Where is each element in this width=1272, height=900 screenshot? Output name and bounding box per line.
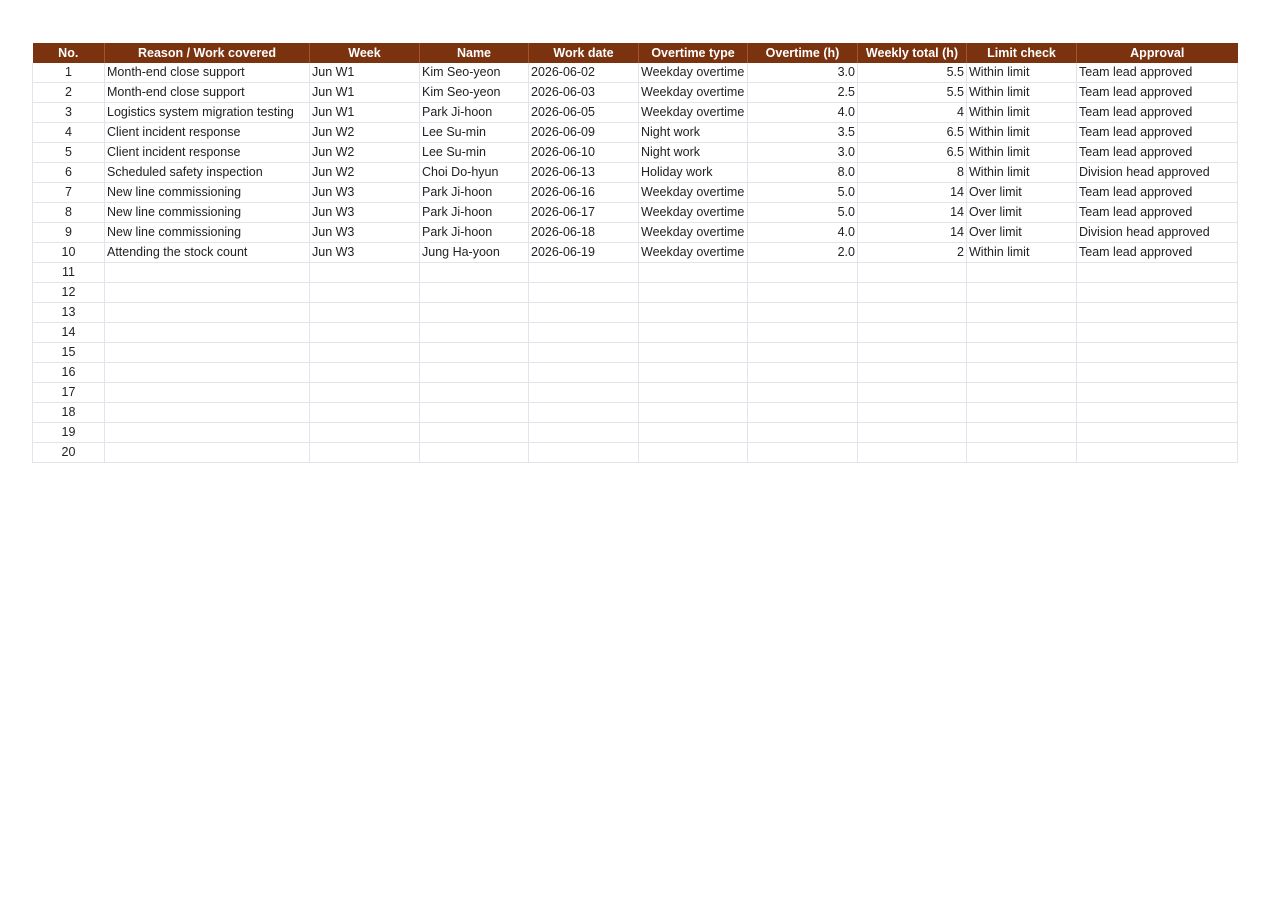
cell-no[interactable]: 9 (33, 223, 105, 243)
table-row (33, 283, 1238, 303)
cell-no[interactable]: 20 (33, 443, 105, 463)
cell-overtime-hours[interactable] (748, 383, 858, 403)
cell-name[interactable]: Choi Do-hyun (420, 163, 529, 183)
header-weekly-total[interactable]: Weekly total (h) (858, 43, 967, 63)
cell-work-date[interactable] (529, 383, 639, 403)
cell-week[interactable]: Jun W3 (310, 243, 420, 263)
cell-overtime-hours[interactable]: 8.0 (748, 163, 858, 183)
cell-overtime-type[interactable]: Holiday work (639, 163, 748, 183)
cell-limit-check[interactable]: Over limit (967, 223, 1077, 243)
table-row (33, 203, 1238, 223)
cell-limit-check[interactable] (967, 443, 1077, 463)
cell-approval[interactable]: Team lead approved (1077, 103, 1238, 123)
cell-overtime-hours[interactable] (748, 403, 858, 423)
cell-limit-check[interactable] (967, 423, 1077, 443)
cell-overtime-hours[interactable] (748, 423, 858, 443)
cell-week[interactable]: Jun W1 (310, 103, 420, 123)
cell-weekly-total[interactable]: 4 (858, 103, 967, 123)
cell-reason[interactable]: Month-end close support (105, 83, 310, 103)
cell-weekly-total[interactable]: 6.5 (858, 123, 967, 143)
cell-work-date[interactable]: 2026-06-03 (529, 83, 639, 103)
cell-weekly-total[interactable]: 14 (858, 203, 967, 223)
cell-overtime-type[interactable]: Night work (639, 143, 748, 163)
cell-overtime-type[interactable]: Weekday overtime (639, 203, 748, 223)
table-row (33, 423, 1238, 443)
cell-approval[interactable] (1077, 303, 1238, 323)
cell-limit-check[interactable] (967, 403, 1077, 423)
cell-no[interactable]: 15 (33, 343, 105, 363)
header-approval[interactable]: Approval (1077, 43, 1238, 63)
cell-reason[interactable]: New line commissioning (105, 223, 310, 243)
cell-work-date[interactable]: 2026-06-09 (529, 123, 639, 143)
cell-work-date[interactable]: 2026-06-05 (529, 103, 639, 123)
cell-overtime-hours[interactable]: 4.0 (748, 223, 858, 243)
cell-approval[interactable]: Division head approved (1077, 163, 1238, 183)
cell-overtime-type[interactable]: Weekday overtime (639, 223, 748, 243)
cell-limit-check[interactable]: Within limit (967, 103, 1077, 123)
cell-overtime-type[interactable]: Night work (639, 123, 748, 143)
cell-limit-check[interactable]: Within limit (967, 163, 1077, 183)
cell-no[interactable]: 14 (33, 323, 105, 343)
table-row (33, 303, 1238, 323)
cell-work-date[interactable] (529, 283, 639, 303)
cell-name[interactable]: Park Ji-hoon (420, 103, 529, 123)
cell-work-date[interactable] (529, 363, 639, 383)
table-row (33, 103, 1238, 123)
cell-approval[interactable]: Team lead approved (1077, 243, 1238, 263)
table-row (33, 63, 1238, 83)
header-name[interactable]: Name (420, 43, 529, 63)
cell-limit-check[interactable]: Within limit (967, 243, 1077, 263)
cell-work-date[interactable]: 2026-06-19 (529, 243, 639, 263)
cell-no[interactable]: 4 (33, 123, 105, 143)
cell-overtime-hours[interactable] (748, 303, 858, 323)
cell-limit-check[interactable]: Over limit (967, 183, 1077, 203)
header-limit-check[interactable]: Limit check (967, 43, 1077, 63)
table-row (33, 183, 1238, 203)
cell-overtime-type[interactable] (639, 383, 748, 403)
cell-reason[interactable]: Client incident response (105, 123, 310, 143)
cell-overtime-hours[interactable]: 2.0 (748, 243, 858, 263)
table-row (33, 143, 1238, 163)
cell-name[interactable] (420, 403, 529, 423)
cell-work-date[interactable]: 2026-06-18 (529, 223, 639, 243)
cell-no[interactable]: 16 (33, 363, 105, 383)
cell-no[interactable]: 11 (33, 263, 105, 283)
cell-work-date[interactable] (529, 263, 639, 283)
cell-overtime-type[interactable]: Weekday overtime (639, 243, 748, 263)
table-row (33, 243, 1238, 263)
cell-overtime-hours[interactable]: 3.0 (748, 143, 858, 163)
cell-overtime-type[interactable] (639, 403, 748, 423)
cell-week[interactable]: Jun W2 (310, 123, 420, 143)
cell-work-date[interactable] (529, 343, 639, 363)
cell-name[interactable] (420, 363, 529, 383)
cell-overtime-type[interactable] (639, 363, 748, 383)
cell-work-date[interactable] (529, 423, 639, 443)
cell-limit-check[interactable] (967, 323, 1077, 343)
cell-overtime-hours[interactable]: 3.5 (748, 123, 858, 143)
cell-reason[interactable]: New line commissioning (105, 203, 310, 223)
cell-no[interactable]: 5 (33, 143, 105, 163)
cell-week[interactable] (310, 303, 420, 323)
table-body (33, 63, 1238, 463)
cell-reason[interactable] (105, 383, 310, 403)
cell-name[interactable]: Jung Ha-yoon (420, 243, 529, 263)
cell-overtime-hours[interactable]: 3.0 (748, 63, 858, 83)
cell-overtime-type[interactable] (639, 323, 748, 343)
table-row (33, 83, 1238, 103)
cell-week[interactable]: Jun W3 (310, 183, 420, 203)
cell-week[interactable] (310, 323, 420, 343)
cell-reason[interactable]: Attending the stock count (105, 243, 310, 263)
cell-weekly-total[interactable] (858, 303, 967, 323)
cell-no[interactable]: 18 (33, 403, 105, 423)
cell-week[interactable] (310, 423, 420, 443)
cell-approval[interactable]: Team lead approved (1077, 63, 1238, 83)
cell-work-date[interactable] (529, 403, 639, 423)
cell-limit-check[interactable] (967, 383, 1077, 403)
cell-work-date[interactable]: 2026-06-16 (529, 183, 639, 203)
cell-reason[interactable]: Scheduled safety inspection (105, 163, 310, 183)
cell-limit-check[interactable]: Over limit (967, 203, 1077, 223)
cell-overtime-type[interactable]: Weekday overtime (639, 103, 748, 123)
cell-weekly-total[interactable]: 5.5 (858, 83, 967, 103)
header-no[interactable]: No. (33, 43, 105, 63)
cell-weekly-total[interactable] (858, 363, 967, 383)
cell-week[interactable]: Jun W2 (310, 163, 420, 183)
cell-no[interactable]: 2 (33, 83, 105, 103)
cell-name[interactable] (420, 343, 529, 363)
cell-name[interactable] (420, 303, 529, 323)
cell-reason[interactable] (105, 363, 310, 383)
cell-week[interactable]: Jun W3 (310, 203, 420, 223)
header-overtime-type[interactable]: Overtime type (639, 43, 748, 63)
cell-week[interactable]: Jun W1 (310, 63, 420, 83)
cell-no[interactable]: 19 (33, 423, 105, 443)
cell-overtime-hours[interactable] (748, 283, 858, 303)
table-row (33, 363, 1238, 383)
cell-approval[interactable]: Team lead approved (1077, 83, 1238, 103)
cell-week[interactable]: Jun W2 (310, 143, 420, 163)
cell-weekly-total[interactable] (858, 283, 967, 303)
cell-approval[interactable] (1077, 403, 1238, 423)
cell-limit-check[interactable]: Within limit (967, 143, 1077, 163)
table-row (33, 223, 1238, 243)
cell-approval[interactable]: Team lead approved (1077, 143, 1238, 163)
cell-overtime-type[interactable]: Weekday overtime (639, 63, 748, 83)
cell-work-date[interactable] (529, 443, 639, 463)
cell-weekly-total[interactable]: 14 (858, 223, 967, 243)
cell-name[interactable]: Kim Seo-yeon (420, 83, 529, 103)
cell-reason[interactable]: Logistics system migration testing (105, 103, 310, 123)
cell-overtime-type[interactable] (639, 423, 748, 443)
cell-no[interactable]: 1 (33, 63, 105, 83)
table-row (33, 383, 1238, 403)
cell-week[interactable] (310, 263, 420, 283)
cell-work-date[interactable]: 2026-06-02 (529, 63, 639, 83)
cell-overtime-type[interactable] (639, 303, 748, 323)
cell-week[interactable] (310, 403, 420, 423)
cell-weekly-total[interactable]: 5.5 (858, 63, 967, 83)
cell-no[interactable]: 13 (33, 303, 105, 323)
cell-overtime-hours[interactable] (748, 263, 858, 283)
cell-reason[interactable] (105, 263, 310, 283)
table-row (33, 343, 1238, 363)
cell-limit-check[interactable] (967, 303, 1077, 323)
cell-name[interactable]: Park Ji-hoon (420, 183, 529, 203)
cell-no[interactable]: 10 (33, 243, 105, 263)
cell-approval[interactable]: Team lead approved (1077, 183, 1238, 203)
header-week[interactable]: Week (310, 43, 420, 63)
cell-no[interactable]: 12 (33, 283, 105, 303)
cell-work-date[interactable]: 2026-06-10 (529, 143, 639, 163)
cell-week[interactable]: Jun W1 (310, 83, 420, 103)
cell-reason[interactable] (105, 303, 310, 323)
cell-work-date[interactable] (529, 303, 639, 323)
cell-reason[interactable] (105, 283, 310, 303)
cell-name[interactable] (420, 423, 529, 443)
cell-overtime-hours[interactable] (748, 343, 858, 363)
cell-approval[interactable] (1077, 263, 1238, 283)
cell-reason[interactable] (105, 343, 310, 363)
cell-weekly-total[interactable]: 6.5 (858, 143, 967, 163)
table-row (33, 403, 1238, 423)
cell-weekly-total[interactable] (858, 443, 967, 463)
cell-overtime-hours[interactable]: 2.5 (748, 83, 858, 103)
cell-overtime-type[interactable]: Weekday overtime (639, 183, 748, 203)
cell-approval[interactable] (1077, 363, 1238, 383)
cell-reason[interactable]: Month-end close support (105, 63, 310, 83)
cell-name[interactable]: Lee Su-min (420, 143, 529, 163)
cell-overtime-hours[interactable]: 4.0 (748, 103, 858, 123)
table-row (33, 323, 1238, 343)
cell-no[interactable]: 3 (33, 103, 105, 123)
cell-limit-check[interactable] (967, 363, 1077, 383)
cell-name[interactable]: Park Ji-hoon (420, 203, 529, 223)
cell-weekly-total[interactable] (858, 263, 967, 283)
cell-overtime-hours[interactable]: 5.0 (748, 183, 858, 203)
cell-approval[interactable] (1077, 443, 1238, 463)
cell-name[interactable]: Park Ji-hoon (420, 223, 529, 243)
cell-approval[interactable] (1077, 323, 1238, 343)
header-row (33, 43, 1238, 63)
cell-approval[interactable]: Team lead approved (1077, 203, 1238, 223)
cell-week[interactable] (310, 283, 420, 303)
cell-reason[interactable] (105, 403, 310, 423)
cell-name[interactable] (420, 323, 529, 343)
cell-work-date[interactable]: 2026-06-13 (529, 163, 639, 183)
cell-approval[interactable] (1077, 423, 1238, 443)
cell-overtime-type[interactable] (639, 283, 748, 303)
cell-overtime-hours[interactable] (748, 363, 858, 383)
cell-limit-check[interactable] (967, 343, 1077, 363)
cell-no[interactable]: 17 (33, 383, 105, 403)
cell-weekly-total[interactable]: 2 (858, 243, 967, 263)
cell-weekly-total[interactable] (858, 343, 967, 363)
cell-name[interactable] (420, 283, 529, 303)
cell-reason[interactable] (105, 423, 310, 443)
cell-reason[interactable]: Client incident response (105, 143, 310, 163)
header-reason[interactable]: Reason / Work covered (105, 43, 310, 63)
cell-limit-check[interactable]: Within limit (967, 83, 1077, 103)
cell-approval[interactable] (1077, 283, 1238, 303)
table-row (33, 123, 1238, 143)
cell-weekly-total[interactable] (858, 383, 967, 403)
cell-overtime-hours[interactable] (748, 323, 858, 343)
cell-work-date[interactable] (529, 323, 639, 343)
header-work-date[interactable]: Work date (529, 43, 639, 63)
cell-limit-check[interactable]: Within limit (967, 63, 1077, 83)
cell-weekly-total[interactable] (858, 423, 967, 443)
cell-overtime-type[interactable] (639, 343, 748, 363)
cell-no[interactable]: 7 (33, 183, 105, 203)
cell-week[interactable] (310, 383, 420, 403)
cell-reason[interactable]: New line commissioning (105, 183, 310, 203)
cell-reason[interactable] (105, 323, 310, 343)
overtime-sheet (32, 43, 1237, 463)
cell-week[interactable]: Jun W3 (310, 223, 420, 243)
table-row (33, 163, 1238, 183)
cell-limit-check[interactable] (967, 263, 1077, 283)
cell-limit-check[interactable]: Within limit (967, 123, 1077, 143)
cell-work-date[interactable]: 2026-06-17 (529, 203, 639, 223)
cell-name[interactable] (420, 263, 529, 283)
cell-weekly-total[interactable]: 8 (858, 163, 967, 183)
cell-approval[interactable]: Team lead approved (1077, 123, 1238, 143)
cell-week[interactable] (310, 443, 420, 463)
cell-overtime-hours[interactable]: 5.0 (748, 203, 858, 223)
cell-limit-check[interactable] (967, 283, 1077, 303)
cell-no[interactable]: 6 (33, 163, 105, 183)
cell-no[interactable]: 8 (33, 203, 105, 223)
cell-name[interactable] (420, 383, 529, 403)
cell-name[interactable] (420, 443, 529, 463)
cell-weekly-total[interactable]: 14 (858, 183, 967, 203)
cell-overtime-hours[interactable] (748, 443, 858, 463)
cell-approval[interactable] (1077, 343, 1238, 363)
cell-overtime-type[interactable] (639, 263, 748, 283)
cell-approval[interactable] (1077, 383, 1238, 403)
table-row (33, 263, 1238, 283)
overtime-table (32, 43, 1238, 463)
cell-week[interactable] (310, 363, 420, 383)
cell-name[interactable]: Lee Su-min (420, 123, 529, 143)
header-overtime-hours[interactable]: Overtime (h) (748, 43, 858, 63)
cell-weekly-total[interactable] (858, 403, 967, 423)
cell-week[interactable] (310, 343, 420, 363)
cell-reason[interactable] (105, 443, 310, 463)
cell-weekly-total[interactable] (858, 323, 967, 343)
table-row (33, 443, 1238, 463)
cell-overtime-type[interactable]: Weekday overtime (639, 83, 748, 103)
cell-name[interactable]: Kim Seo-yeon (420, 63, 529, 83)
cell-overtime-type[interactable] (639, 443, 748, 463)
cell-approval[interactable]: Division head approved (1077, 223, 1238, 243)
